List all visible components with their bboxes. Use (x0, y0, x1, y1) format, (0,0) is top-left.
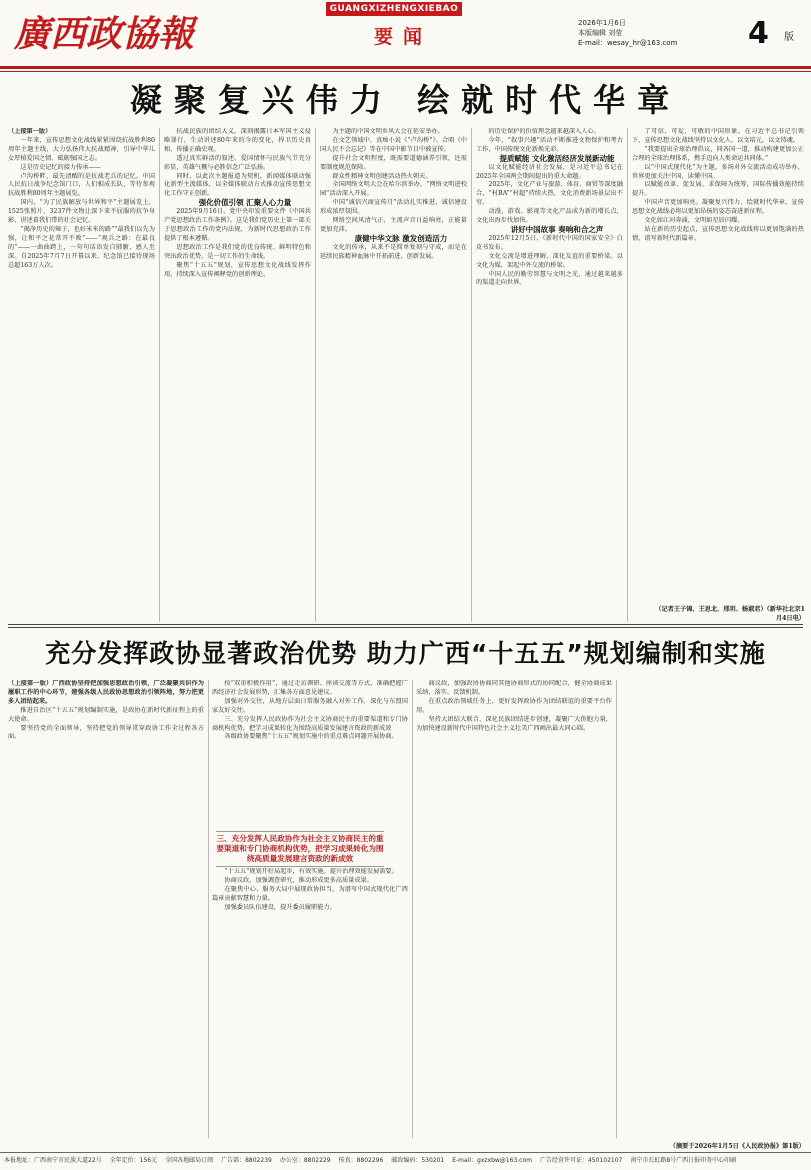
paragraph: 同时，以此次主题报道为契机，新闻媒体联动强化新型主流媒体，以全媒体联动方式推动宣传思想文化工作守正创新。 (164, 172, 311, 198)
footer-info (0, 1152, 811, 1170)
footer-item: 传真：8802296 (338, 1157, 384, 1164)
column-rule (412, 680, 413, 1138)
footer-item: 办公室：8802229 (279, 1157, 331, 1164)
continuation-note: （上接第一版） (8, 128, 52, 135)
column-rule (471, 128, 472, 622)
subheading: 提质赋能 文化激活经济发展新动能 (499, 153, 615, 163)
paragraph: 2025年12月5日，《新时代中国的国家安全》白皮书发布。 (476, 234, 623, 251)
page-number: 4 (748, 16, 769, 51)
paragraph: 在聚焦中心、服务大局中展现政协担当，为谱写中国式现代化广西篇章贡献智慧和力量。 (212, 885, 408, 902)
paragraph: 透过真实鲜活的叙述，爱国情怀与民族气节充分彰显，英雄气概与必胜信念广泛弘扬。 (164, 154, 311, 171)
paragraph: 提升社会文明程度，既需要道德涵养引领，还需要制度规范保障。 (320, 154, 467, 171)
paragraph: 了可信、可爱、可敬的中国形象。在习近平总书记引领下，宣传思想文化战线坚持以文化人、以文培元，以文铸魂。 (632, 128, 804, 144)
subheading: 康健中华文脉 激发创造活力 (354, 233, 448, 243)
continuation-note: （上接第一版）广西政协坚持把加强思想政治引领，广泛凝聚共识作为履职工作的中心环节，建强各级人民政协思想政治引领阵地，努力把更多人团结起来。 (8, 680, 204, 705)
paragraph: 这是历史记忆的接力传承—— (20, 163, 101, 171)
article-1-column-4 (476, 128, 623, 622)
paragraph: 加强对外交往，从地方层面日常服务融入对外工作，深化与东盟国家友好交往。 (212, 697, 408, 714)
footer-item: 邮政编码：530201 (391, 1157, 445, 1164)
paragraph: 要坚持党的全面领导，坚持把党的领导贯穿政协工作全过程各方面。 (8, 724, 204, 741)
section-name: 要闻 (373, 26, 432, 48)
pinyin-title: GUANGXIZHENGXIEBAO (326, 2, 462, 16)
issue-editor: 本版编辑 刘莹 (578, 29, 623, 37)
paragraph: 一年来，宣传思想文化战线紧紧围绕抗战胜利80周年主题主线，大力弘扬伟大抗战精神，引导中华儿女厚植爱国之情、砥砺强国之志。 (8, 136, 155, 162)
paragraph: 以“中国式现代化”为主题，多场对外交流活动成功举办，世界更加关注中国、读懂中国。 (632, 163, 804, 180)
article-2-column-2-lower (212, 868, 408, 1138)
paragraph: “揭净历史的辣子，也好米米的路”“最我们以先为强，让和平之花常开不败”——“观兵之路：在最良的”——一曲曲跨上，一句句话语发自肺腑，感人至深。自2025年7月7日开幕以来，纪念馆已接待现场总超163万人次。 (8, 225, 155, 269)
article-1-credit: （记者王子锦、王思北、邢玥、杨淑君）（新华社北京1月4日电） (655, 606, 805, 622)
footer-item: 本报地址：广西南宁市民族大道22号 (4, 1157, 102, 1164)
paragraph: 思想政治工作是我们党的优良传统、鲜明特色和突出政治优势，是一切工作的生命线。 (164, 243, 311, 260)
paragraph: 按“双重积极作用”，通过走访调研、座谈交流等方式，准确把握广西经济社会发展形势，汇集各方面意见建议。 (212, 680, 408, 696)
paragraph: 在重点政治领域任务上，更好发挥政协作为团结联谊的重要平台作用。 (416, 697, 612, 714)
article-2-column-3 (416, 680, 612, 1138)
paragraph: 站在新的历史起点，宣传思想文化战线将以更加饱满的热情，谱写新时代新篇章。 (632, 225, 804, 242)
column-rule (208, 680, 209, 1138)
paragraph: 的历史保护的价值理念越来越深入人心。 (488, 128, 600, 135)
paragraph: 网络空间风清气正，主流声音日益响亮，正能量更加充沛。 (320, 217, 467, 233)
article-2-callout: 三、充分发挥人民政协作为社会主义协商民主的重要渠道和专门协商机构优势，把学习成果转化为围绕高质量发展建言资政的新成效 (216, 831, 384, 867)
paragraph: 动漫、游戏、影视等文化产品成为新的增长点，文化出海步伐加快。 (476, 208, 623, 225)
newspaper-logo (12, 8, 212, 54)
column-rule (627, 128, 628, 622)
paragraph: 以文化赋能经济社会发展，是习近平总书记在2025年全国两会期间提出的重大命题。 (476, 163, 623, 180)
article-1-headline: 凝聚复兴伟力 绘就时代华章 (129, 81, 682, 119)
paragraph: 全国网络文明大会在哈尔滨举办，“网络文明进校园”活动深入开展。 (320, 181, 467, 198)
article-1-column-2 (164, 128, 311, 622)
masthead-rule (0, 66, 811, 69)
column-rule (159, 128, 160, 622)
paragraph: 国内，“为了民族解放与世界和平”主题展览上，1525张照片、3237件文物让深下来不屈服的抗争身影，讲述着我们带的社会记忆。 (8, 199, 155, 225)
paragraph: 推进自治区“十五五”规划编制实施，是政协在新时代新征程上的重大使命。 (8, 706, 204, 723)
paragraph: 各级政协要聚焦“十五五”规划实施中的重点难点问题开展协商。 (224, 733, 398, 741)
paragraph: 文化的传承，从来不是简单复刻与守成，而是在延续民族精神血脉中开拓前进、创新发展。 (320, 243, 467, 260)
issue-info (578, 18, 677, 48)
footer-item: 广告部：8802239 (221, 1157, 272, 1164)
masthead-rule-thin (0, 71, 811, 72)
article-2-column-2 (212, 680, 408, 828)
subheading: 讲好中国故事 奏响和合之声 (510, 224, 604, 234)
paragraph: 三、充分发挥人民政协作为社会主义协商民主的重要渠道和专门协商机构优势，把学习成果转化为围绕高质量发展建言资政的新成效 (212, 715, 408, 732)
paragraph: 文化交流是增进理解、深化友谊的重要桥梁。以文化为媒，架起中外交流的桥梁。 (476, 252, 623, 269)
article-2-headline: 充分发挥政协显著政治优势 助力广西“十五五”规划编制和实施 (45, 639, 766, 668)
paragraph: 中国声音更加响亮。凝聚复兴伟力，绘就时代华章，宣传思想文化战线必将以更加昂扬的姿态奋进新征程。 (632, 199, 804, 216)
subheading: 强化价值引领 汇聚人心力量 (198, 198, 292, 208)
section-divider (8, 624, 803, 625)
article-1-column-5 (632, 128, 804, 604)
article-2-column-1 (8, 680, 204, 1138)
article-1-column-3 (320, 128, 467, 622)
paragraph: “十五五”规划开好局起步，有效实施。提升治理效能发展需要。 (224, 868, 398, 875)
paragraph: 卢沟桥畔，最先清醒的是抗战老兵的记忆。中国人民抗日战争纪念馆门口，人们相成长队，等待参观抗战胜利80周年主题展览。 (8, 172, 155, 198)
footer-item: 全国各地邮局订阅 (165, 1157, 214, 1164)
paragraph: 协商议政，加强调查研究，推动形成更多高质量成果。 (224, 876, 373, 884)
footer-item: 南宁市长虹路8号广西日报印务中心印刷 (630, 1157, 737, 1164)
section-divider-thin (8, 627, 803, 628)
footer-item: 广告经营许可证：450102107 (539, 1157, 623, 1164)
paragraph: 在文艺领域中，真痴小说《“卢沟桥”》、合唱《中国人民不会忘记》等在中国中影节目中被宣传。 (320, 136, 467, 153)
paragraph: 为主题的中国文明乡风大会在延安举办。 (332, 128, 444, 135)
issue-email: E-mail：wesay_hr@163.com (578, 39, 678, 47)
paragraph: 商议政，加强政协协商同其他协商形式的协同配合，健全协商成果采纳、落实、反馈机制。 (416, 680, 612, 696)
column-rule (616, 680, 617, 1138)
page-unit: 版 (784, 32, 794, 43)
paragraph: 中国“诚信兴商宣传月”活动扎实推进，诚信建设形成浓厚氛围。 (320, 199, 467, 216)
paragraph: 中国人民的勤劳智慧与文明之光，通过越来越多的渠道走向世界。 (476, 270, 623, 287)
paragraph: 以赋能改革、促发展、求保障为统筹，国际传播效能持续提升。 (632, 181, 804, 198)
issue-date: 2026年1月6日 (578, 19, 626, 27)
paragraph: 坚持大团结大联合，深化民族团结进步创建，凝聚广大侨胞力量，为加快建设新时代中国特色社会主义壮美广西画出最大同心圆。 (416, 715, 612, 732)
svg-text:廣西政協報: 廣西政協報 (14, 13, 195, 54)
footer-item: E-mail：gxzxbw@163.com (452, 1157, 532, 1164)
masthead (0, 0, 811, 74)
paragraph: “我要提出全球治理倡议，同各国一道，推动构建更加公正合理的全球治理体系，携手迈向人类命运共同体。” (632, 145, 804, 162)
paragraph: 今年，“叙事兴趣”活动不断推进文物保护和考古工作，中国传统文化新焕光彩。 (476, 136, 623, 153)
paragraph: 加强委员队伍建设，提升委员履职能力。 (224, 903, 336, 911)
column-rule (315, 128, 316, 622)
paragraph: 2025年9月16日，党中央印发重要文件《中国共产党思想政治工作条例》。这是我们党历史上第一部关于思想政治工作的党内法规，为新时代思想政治工作提供了根本遵循。 (164, 208, 311, 242)
article-1-column-1 (8, 128, 155, 622)
paragraph: 群众性精神文明创建活动热火朝天。 (332, 172, 432, 180)
footer-item: 全年定价：156元 (109, 1157, 158, 1164)
article-2-column-4 (620, 680, 805, 1138)
paragraph: 聚焦“十五五”规划，宣传思想文化战线发挥作用，持续深入宣传阐释党的创新理论。 (164, 261, 311, 278)
article-2-credit: （摘要于2026年1月5日《人民政协报》第1版） (669, 1143, 805, 1150)
paragraph: 2025年，文化产业与旅游、体育、商贸等深度融合，“村BA”“村超”持续火热，文化消费新场景层出不穷。 (476, 181, 623, 207)
paragraph: 文化如江河奔涌，文明如星辰闪耀。 (644, 217, 744, 225)
paragraph: 抗战民族的团结大义，深刻揭露日本军国主义侵略罪行，生动讲述80年来的今的变化，捍卫历史真相，传播正确史观。 (164, 128, 311, 153)
